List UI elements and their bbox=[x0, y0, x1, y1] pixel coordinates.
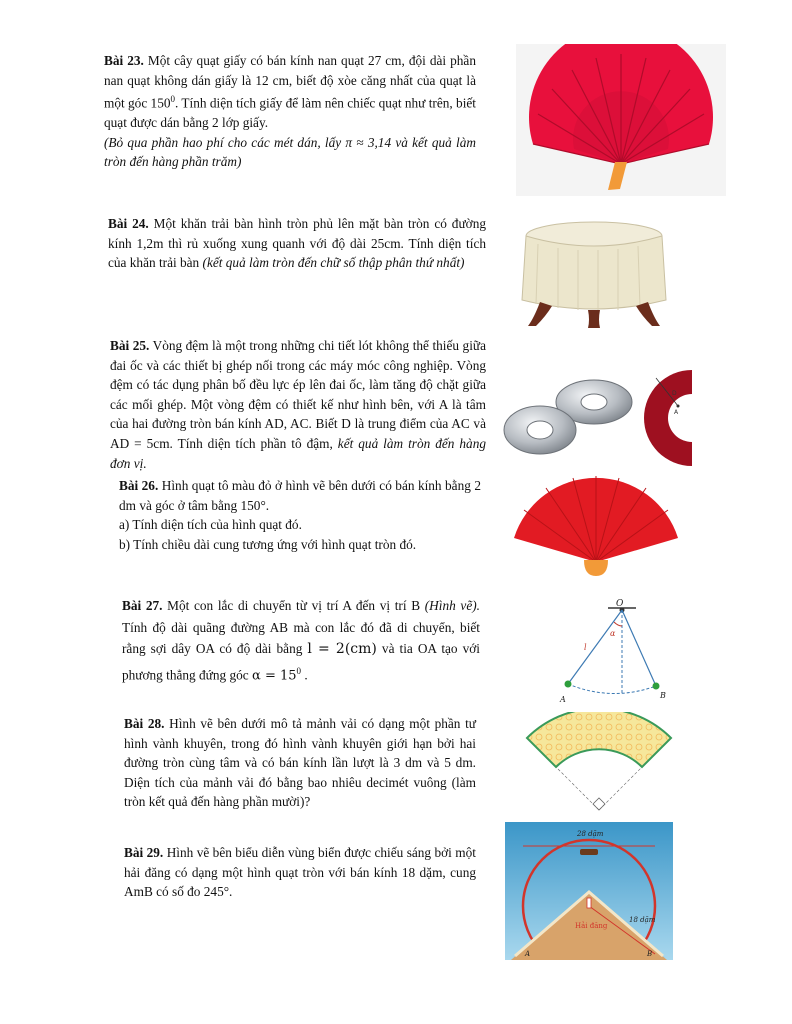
problem-29 bbox=[124, 843, 476, 902]
washer-label-a: A bbox=[674, 409, 679, 416]
washer-label-d: D bbox=[672, 390, 677, 397]
figure-paper-fan bbox=[516, 44, 726, 196]
problem-27-end: . bbox=[301, 666, 308, 682]
figure-quarter-annulus-cloth bbox=[524, 712, 674, 814]
lighthouse-label-name: Hải đăng bbox=[575, 922, 608, 930]
problem-27-sup: 0 bbox=[296, 665, 302, 676]
problem-27-text3: và tia OA tạo với phương thẳng đứng góc bbox=[122, 641, 480, 682]
problem-25 bbox=[110, 336, 486, 473]
problem-23-note: (Bỏ qua phần hao phí cho các mét dán, lấy π ≈ 3,14 và kết quả làm tròn đến hàng phần trăm) bbox=[104, 134, 476, 170]
problem-27-label: Bài 27. bbox=[122, 598, 163, 613]
pendulum-label-b: B bbox=[660, 691, 666, 700]
problem-24-label: Bài 24. bbox=[108, 216, 149, 231]
figure-washer-diagram bbox=[642, 368, 694, 468]
problem-26-label: Bài 26. bbox=[119, 478, 159, 493]
problem-26 bbox=[119, 476, 481, 554]
figure-pendulum bbox=[556, 598, 692, 710]
problem-23 bbox=[104, 51, 476, 172]
problem-24-note: (kết quả làm tròn đến chữ số thập phân thứ nhất) bbox=[202, 255, 465, 271]
problem-26-text: Hình quạt tô màu đỏ ở hình vẽ bên dưới có bán kính bằng 2 dm và góc ở tâm bằng 150°. bbox=[119, 478, 481, 513]
problem-29-text: Hình vẽ bên biểu diễn vùng biển được chiếu sáng bởi một hải đăng có dạng một hình quạt tròn với bán kính 18 dặm, cung AmB có số đo 245°. bbox=[124, 845, 476, 900]
problem-28 bbox=[124, 714, 476, 812]
problem-27 bbox=[122, 595, 480, 686]
problem-23-sup: 0 bbox=[170, 94, 175, 105]
problem-27-text: Một con lắc di chuyển từ vị trí A đến vị trí B bbox=[162, 598, 425, 613]
lighthouse-label-side: 18 dặm bbox=[629, 916, 656, 924]
pendulum-label-a: A bbox=[560, 695, 566, 704]
problem-25-note: kết quả làm tròn đến hàng đơn vị. bbox=[110, 435, 487, 471]
problem-23-text2: . Tính diện tích giấy để làm nên chiếc quạt như trên, biết quạt được dán bằng 2 lớp giấy. bbox=[104, 95, 476, 131]
problem-23-text: Một cây quạt giấy có bán kính nan quạt 27 cm, đội dài phần nan quạt không dán giấy là 12 cm, biết độ xòe căng nhất của quạt là một góc 150 bbox=[104, 53, 476, 111]
problem-25-label: Bài 25. bbox=[110, 338, 150, 353]
lighthouse-label-b: B bbox=[647, 950, 653, 958]
problem-24-text: Một khăn trải bàn hình tròn phủ lên mặt bàn tròn có đường kính 1,2m thì rủ xuống xung quanh với độ dài 25cm. Tính diện tích của khăn trải bàn bbox=[108, 216, 486, 271]
problem-27-note: (Hình vẽ). bbox=[424, 598, 480, 613]
figure-metal-washers bbox=[502, 374, 634, 464]
problem-23-label: Bài 23. bbox=[104, 53, 144, 68]
figure-tablecloth bbox=[518, 214, 670, 334]
problem-27-math-length: l = 2(cm) bbox=[307, 641, 377, 657]
figure-red-fan bbox=[510, 472, 682, 580]
figure-lighthouse-sea-region bbox=[505, 822, 673, 960]
problem-26-part-a: a) Tính diện tích của hình quạt đó. bbox=[119, 517, 302, 533]
problem-29-label: Bài 29. bbox=[124, 845, 164, 860]
problem-27-text2: Tính độ dài quãng đường AB mà con lắc đó đã di chuyển, biết rằng sợi dây OA có độ dài bằng bbox=[122, 619, 480, 656]
lighthouse-label-a: A bbox=[525, 950, 531, 958]
problem-24 bbox=[108, 214, 486, 273]
lighthouse-label-top: 28 dặm bbox=[577, 830, 604, 838]
problem-28-text: Hình vẽ bên dưới mô tả mảnh vải có dạng một phần tư hình vành khuyên, trong đó hình vành khuyên giới hạn bởi hai đường tròn cùng tâm và có bán kính lần lượt là 3 dm và 5 dm. Diện tích của mảnh vải đó bằng bao nhiêu decimét vuông (làm tròn kết quả đến hàng phần mười)? bbox=[124, 716, 476, 810]
problem-27-math-angle: α = 15 bbox=[252, 667, 297, 683]
problem-25-text: Vòng đệm là một trong những chi tiết lót không thể thiếu giữa đai ốc và các thiết bị ghép nối trong các máy móc công nghiệp. Vòng đệm có tác dụng phân bố đều lực ép lên đai ốc, làm tăng độ chặt giữa các mối ghép. Một vòng đệm có thiết kế như hình bên, với A là tâm của hai đường tròn bán kính AD, AC. Biết D là trung điểm của AC và AD = 5cm. Tính diện tích phần tô đậm, bbox=[110, 338, 486, 451]
problem-28-label: Bài 28. bbox=[124, 716, 165, 731]
pendulum-label-alpha: α bbox=[610, 629, 616, 638]
problem-26-part-b: b) Tính chiều dài cung tương ứng với hình quạt tròn đó. bbox=[119, 536, 417, 552]
pendulum-label-o: O bbox=[616, 599, 624, 609]
pendulum-label-l: l bbox=[584, 643, 587, 652]
washer-label-c: C bbox=[650, 373, 655, 380]
